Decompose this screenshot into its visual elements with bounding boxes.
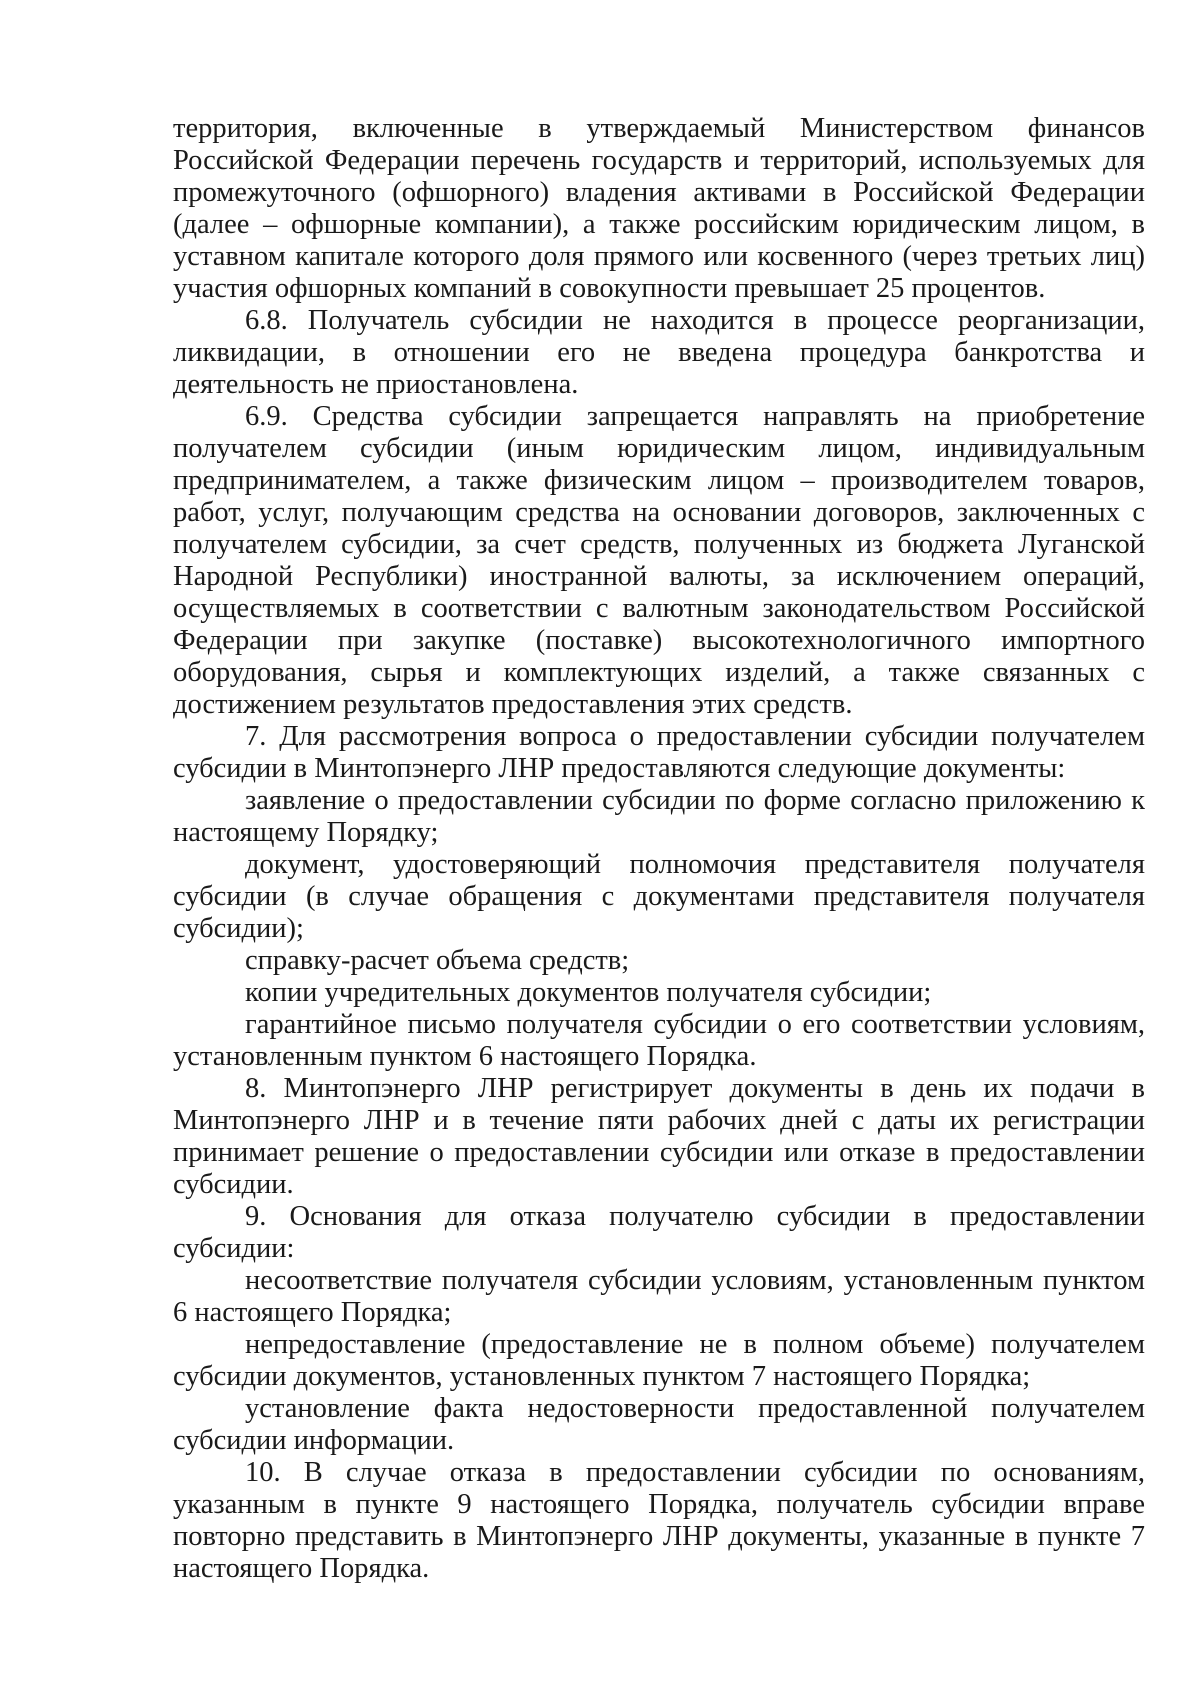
list-item-calculation: справку-расчет объема средств; <box>245 945 630 976</box>
list-item-founding-documents: копии учредительных документов получателя субсидии; <box>245 977 932 1008</box>
paragraph-6-9: 6.9. Средства субсидии запрещается направлять на приобретение получателем субсидии (иным юридическим лицом, индивидуальным предпринимателем, а также физическим лицом – производителем товаров, работ, услуг, получающим средства на основании договоров, заключенных с получателем субсидии, за счет средств, полученных из бюджета Луганской Народной Республики) иностранной валюты, за исключением операций, осуществляемых в соответствии с валютным законодательством Российской Федерации при закупке (поставке) высокотехнологичного импортного оборудования, сырья и комплектующих изделий, а также связанных с достижением результатов предоставления этих средств. <box>173 401 1145 720</box>
list-item-application: заявление о предоставлении субсидии по форме согласно приложению к настоящему Порядку; <box>173 785 1145 848</box>
list-item-guarantee-letter: гарантийное письмо получателя субсидии о его соответствии условиям, установленным пунктом 6 настоящего Порядка. <box>173 1009 1145 1072</box>
paragraph-9: 9. Основания для отказа получателю субсидии в предоставлении субсидии: <box>173 1201 1145 1264</box>
paragraph-7: 7. Для рассмотрения вопроса о предоставлении субсидии получателем субсидии в Минтопэнерго ЛНР предоставляются следующие документы: <box>173 721 1145 784</box>
document-body <box>173 113 1145 1585</box>
paragraph-offshore-continuation: территория, включенные в утверждаемый Министерством финансов Российской Федерации перечень государств и территорий, используемых для промежуточного (офшорного) владения активами в Российской Федерации (далее – офшорные компании), а также российским юридическим лицом, в уставном капитале которого доля прямого или косвенного (через третьих лиц) участия офшорных компаний в совокупности превышает 25 процентов. <box>173 113 1145 304</box>
refusal-reason-noncompliance: несоответствие получателя субсидии условиям, установленным пунктом 6 настоящего Порядка; <box>173 1265 1145 1328</box>
paragraph-10: 10. В случае отказа в предоставлении субсидии по основаниям, указанным в пункте 9 настоящего Порядка, получатель субсидии вправе повторно представить в Минтопэнерго ЛНР документы, указанные в пункте 7 настоящего Порядка. <box>173 1457 1145 1584</box>
list-item-authority-document: документ, удостоверяющий полномочия представителя получателя субсидии (в случае обращения с документами представителя получателя субсидии); <box>173 849 1145 944</box>
paragraph-6-8: 6.8. Получатель субсидии не находится в процессе реорганизации, ликвидации, в отношении его не введена процедура банкротства и деятельность не приостановлена. <box>173 305 1145 400</box>
refusal-reason-false-information: установление факта недостоверности предоставленной получателем субсидии информации. <box>173 1393 1145 1456</box>
refusal-reason-incomplete-documents: непредоставление (предоставление не в полном объеме) получателем субсидии документов, установленных пунктом 7 настоящего Порядка; <box>173 1329 1145 1392</box>
paragraph-8: 8. Минтопэнерго ЛНР регистрирует документы в день их подачи в Минтопэнерго ЛНР и в течение пяти рабочих дней с даты их регистрации принимает решение о предоставлении субсидии или отказе в предоставлении субсидии. <box>173 1073 1145 1200</box>
